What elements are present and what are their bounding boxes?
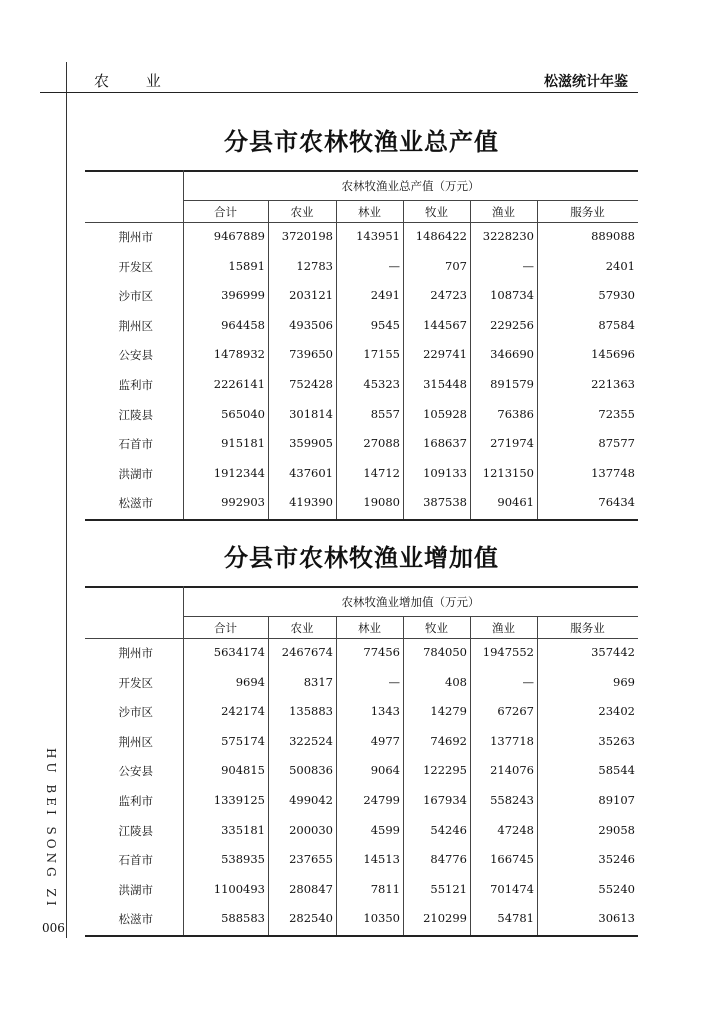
table-cell: 437601	[289, 465, 333, 480]
table-cell: 739650	[289, 347, 333, 362]
table-cell: 55240	[598, 881, 635, 896]
table-cell: 14712	[363, 465, 400, 480]
table-cell: 12783	[296, 258, 333, 273]
row-label: 监利市	[118, 794, 153, 808]
table-cell: 1343	[370, 704, 400, 719]
table-cell: 24799	[363, 793, 400, 807]
table-cell: 2226141	[213, 377, 265, 391]
table-cell: 145696	[591, 347, 635, 362]
row-label: 洪湖市	[118, 882, 153, 897]
table-cell: 5634174	[213, 645, 265, 659]
row-label: 江陵县	[118, 407, 153, 422]
table-cell: 72355	[598, 406, 635, 421]
table-cell: 1912344	[213, 465, 265, 480]
table-cell: 14279	[430, 704, 467, 719]
table-cell: 23402	[598, 704, 635, 719]
page-number: 006	[42, 921, 65, 935]
table-cell: 242174	[221, 704, 265, 719]
table-cell: 221363	[591, 377, 635, 391]
row-label: 开发区	[118, 675, 153, 690]
table-cell: 77456	[363, 645, 400, 659]
table-cell: 588583	[221, 911, 265, 926]
table-cell: —	[388, 258, 400, 273]
table-cell: 15891	[228, 258, 265, 273]
table-cell: —	[522, 258, 534, 273]
table-cell: 2467674	[281, 645, 333, 659]
table-cell: 47248	[497, 822, 534, 837]
table-cell: 108734	[490, 288, 534, 303]
row-label: 荆州区	[118, 734, 153, 749]
table-cell: 891579	[490, 377, 534, 391]
row-label: 石首市	[118, 437, 153, 452]
table-cell: 8317	[303, 674, 333, 689]
table-cell: 499042	[289, 793, 333, 807]
table-cell: 752428	[289, 377, 333, 391]
table-top-rule	[85, 586, 638, 588]
table-cell: 210299	[423, 911, 467, 926]
column-header: 渔业	[492, 621, 515, 635]
table-cell: 282540	[289, 911, 333, 926]
table-cell: 9694	[235, 674, 265, 689]
table-cell: 67267	[497, 704, 534, 719]
row-label: 荆州市	[118, 646, 153, 660]
table-cell: 701474	[490, 881, 534, 896]
table-cell: 35263	[598, 733, 635, 748]
table1-title: 分县市农林牧渔业总产值	[224, 127, 499, 156]
row-label: 江陵县	[118, 823, 153, 838]
table-cell: 8557	[370, 406, 400, 421]
row-label: 公安县	[118, 348, 153, 363]
table-cell: 30613	[598, 911, 635, 926]
table-cell: 538935	[221, 852, 265, 867]
table-bottom-rule	[85, 519, 638, 521]
table-cell: 45323	[363, 377, 400, 391]
table-cell: 58544	[598, 763, 635, 778]
table-cell: 4599	[370, 822, 400, 837]
table-cell: 1100493	[213, 881, 265, 896]
table-cell: 35246	[598, 852, 635, 867]
column-header-rule	[85, 222, 638, 223]
row-label: 沙市区	[118, 705, 153, 720]
row-label: 石首市	[118, 853, 153, 868]
table-cell: 707	[445, 258, 467, 273]
table-cell: 14513	[363, 852, 400, 867]
table-cell: 237655	[289, 852, 333, 867]
table-cell: 144567	[423, 317, 467, 332]
table-cell: 84776	[430, 852, 467, 867]
table-cell: 137748	[591, 465, 635, 480]
column-header: 服务业	[570, 205, 605, 219]
table-cell: 3228230	[482, 229, 534, 243]
column-header: 合计	[214, 205, 237, 219]
table-cell: 137718	[490, 733, 534, 748]
margin-vertical-rule	[66, 62, 67, 938]
table-cell: 1213150	[482, 465, 534, 480]
table-cell: 575174	[221, 733, 265, 748]
table-cell: 419390	[289, 495, 333, 510]
table-cell: 214076	[490, 763, 534, 778]
row-label: 公安县	[118, 764, 153, 779]
table-cell: 359905	[289, 436, 333, 451]
row-label: 松滋市	[118, 496, 153, 511]
column-header: 服务业	[570, 621, 605, 635]
group-header: 农林牧渔业总产值（万元）	[341, 179, 480, 193]
column-header: 牧业	[425, 621, 448, 635]
table-cell: 200030	[289, 822, 333, 837]
table-cell: 203121	[289, 288, 333, 303]
table-cell: 17155	[363, 347, 400, 362]
table-top-rule	[85, 170, 638, 172]
row-label: 松滋市	[118, 912, 153, 927]
table-cell: 1339125	[213, 793, 265, 807]
table-cell: 904815	[221, 763, 265, 778]
group-header: 农林牧渔业增加值（万元）	[341, 595, 480, 609]
group-header-rule	[183, 200, 638, 201]
table-cell: 54781	[497, 911, 534, 926]
table-cell: 493506	[289, 317, 333, 332]
table-cell: 19080	[363, 495, 400, 510]
row-label: 监利市	[118, 378, 153, 392]
table-cell: 9467889	[213, 229, 265, 243]
table-cell: 558243	[490, 793, 534, 807]
table-cell: 1478932	[213, 347, 265, 362]
column-header: 农业	[290, 621, 314, 635]
column-header: 牧业	[425, 205, 448, 219]
row-label: 荆州区	[118, 318, 153, 333]
table-cell: 105928	[423, 406, 467, 421]
table-cell: 135883	[289, 704, 333, 719]
column-header: 合计	[214, 621, 237, 635]
table-cell: 55121	[430, 881, 467, 896]
row-label: 开发区	[118, 259, 153, 274]
table-cell: 565040	[221, 406, 265, 421]
table-cell: 915181	[221, 436, 265, 451]
table-cell: 396999	[221, 288, 265, 303]
table-cell: 10350	[363, 911, 400, 926]
column-header: 渔业	[492, 205, 515, 219]
table-cell: 271974	[490, 436, 534, 451]
table-cell: 315448	[423, 377, 467, 391]
table-cell: 87584	[598, 317, 635, 332]
table-cell: 301814	[289, 406, 333, 421]
table-cell: 90461	[497, 495, 534, 510]
table-cell: 357442	[591, 645, 635, 659]
table-cell: 9545	[370, 317, 400, 332]
table-cell: 408	[445, 674, 467, 689]
table-cell: 784050	[423, 645, 467, 659]
header-rule	[40, 92, 638, 93]
table-cell: 992903	[221, 495, 265, 510]
yearbook-title: 松滋统计年鉴	[544, 74, 628, 90]
table-cell: 76386	[497, 406, 534, 421]
table-cell: —	[522, 674, 534, 689]
table-cell: 24723	[430, 288, 467, 303]
group-header-rule	[183, 616, 638, 617]
table-cell: 143951	[356, 229, 400, 243]
table-cell: 889088	[591, 229, 635, 243]
table-cell: 969	[613, 674, 635, 689]
table-cell: 57930	[598, 288, 635, 303]
table-cell: 87577	[598, 436, 635, 451]
row-label: 沙市区	[118, 289, 153, 304]
table-cell: 346690	[490, 347, 534, 362]
table-cell: 166745	[490, 852, 534, 867]
table-cell: 322524	[289, 733, 333, 748]
table-cell: 29058	[598, 822, 635, 837]
table2-title: 分县市农林牧渔业增加值	[224, 543, 499, 572]
table-cell: 9064	[370, 763, 400, 778]
table-cell: 168637	[423, 436, 467, 451]
table-cell: 1947552	[482, 645, 534, 659]
table-cell: —	[388, 674, 400, 689]
table-bottom-rule	[85, 935, 638, 937]
table-cell: 54246	[430, 822, 467, 837]
table-cell: 280847	[289, 881, 333, 896]
table-cell: 964458	[221, 317, 265, 332]
table-cell: 1486422	[415, 229, 467, 243]
column-header: 农业	[290, 205, 314, 219]
row-label: 荆州市	[118, 230, 153, 244]
table-cell: 122295	[423, 763, 467, 778]
table-cell: 3720198	[281, 229, 333, 243]
side-vertical-text: HU BEI SONG ZI	[44, 748, 58, 910]
table-cell: 335181	[221, 822, 265, 837]
section-header: 农 业	[94, 72, 177, 90]
row-label: 洪湖市	[118, 466, 153, 481]
column-header-rule	[85, 638, 638, 639]
table-cell: 4977	[370, 733, 400, 748]
table-cell: 109133	[423, 465, 467, 480]
table-cell: 76434	[598, 495, 635, 510]
table-cell: 2491	[370, 288, 400, 303]
table-cell: 7811	[370, 881, 400, 896]
column-header: 林业	[358, 205, 381, 219]
column-header: 林业	[358, 621, 381, 635]
table-cell: 500836	[289, 763, 333, 778]
table-cell: 229256	[490, 317, 534, 332]
table-cell: 167934	[423, 793, 467, 807]
table-cell: 229741	[423, 347, 467, 362]
table-cell: 89107	[598, 793, 635, 807]
table-cell: 74692	[430, 733, 467, 748]
table-cell: 27088	[363, 436, 400, 451]
table-cell: 387538	[423, 495, 467, 510]
table-cell: 2401	[605, 258, 635, 273]
